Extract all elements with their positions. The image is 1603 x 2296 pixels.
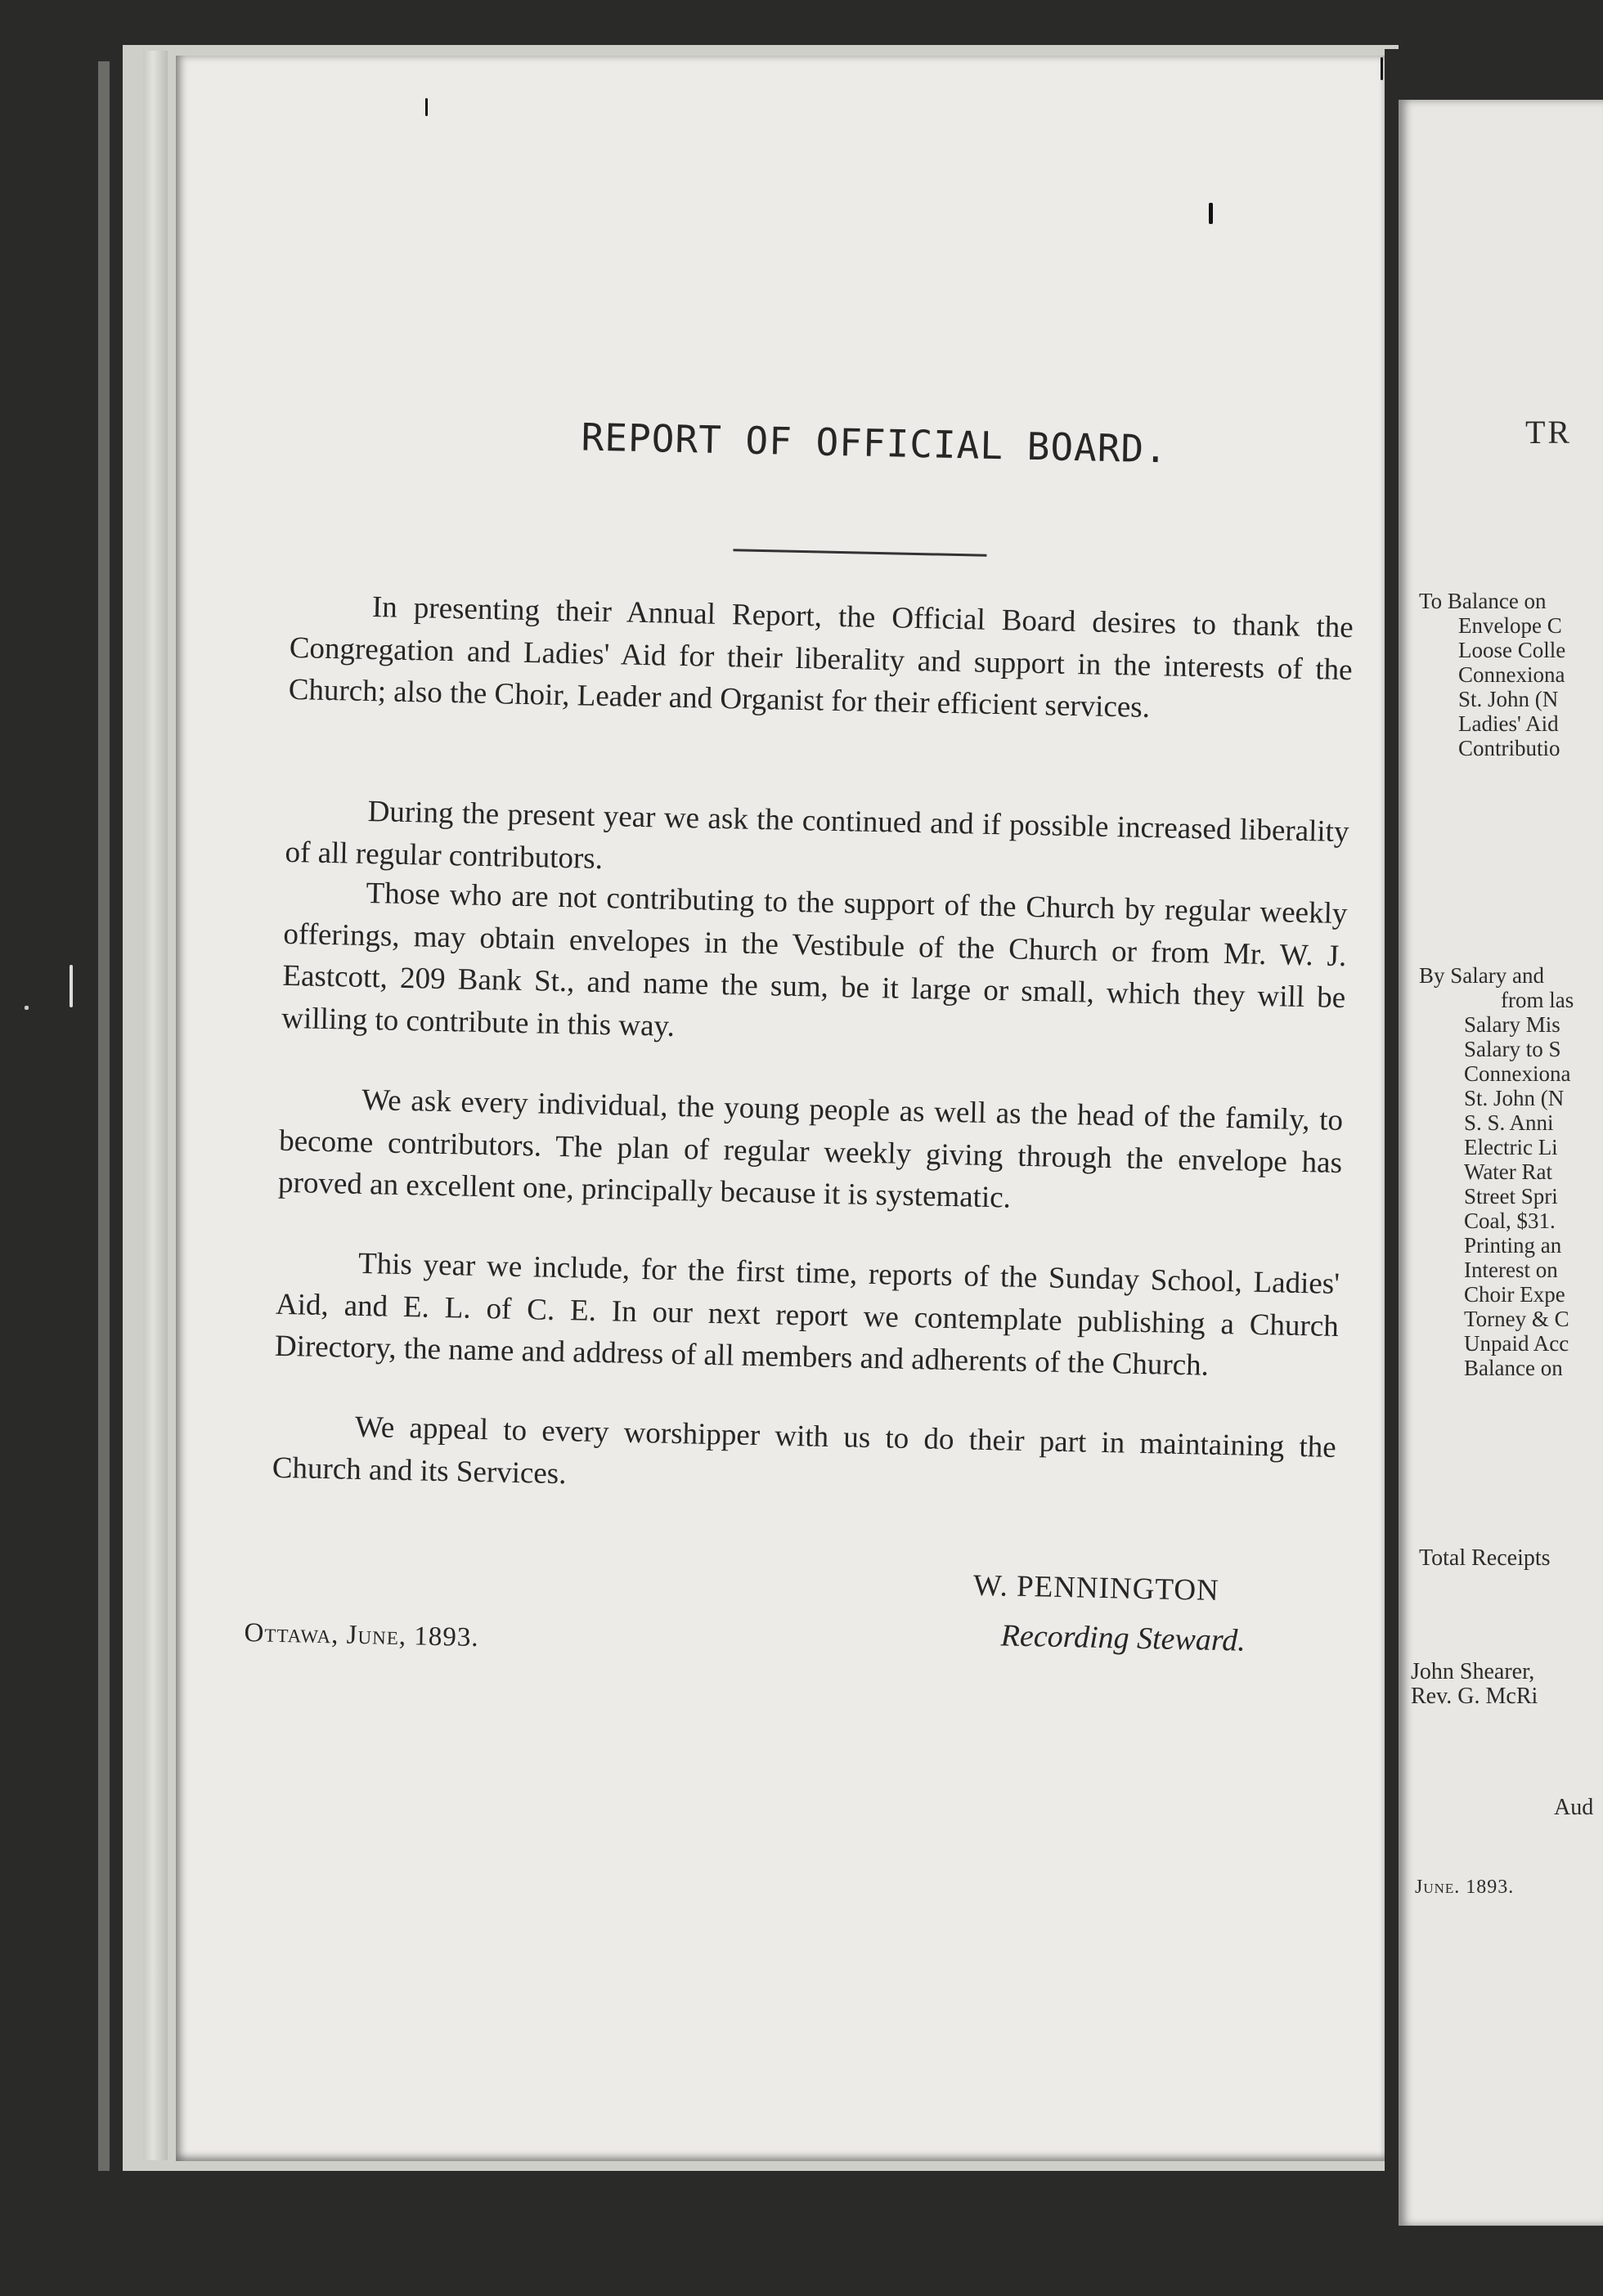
expenditure-line: St. John (N: [1464, 1086, 1565, 1110]
expenditure-line: Salary to S: [1464, 1037, 1561, 1061]
auditor-line: Rev. G. McRi: [1411, 1684, 1538, 1709]
page-title: REPORT OF OFFICIAL BOARD.: [581, 415, 1169, 472]
paragraph-6: We appeal to every worshipper with us to do their part in maintaining the Church and its Services.: [272, 1410, 1337, 1491]
expenditure-line: Interest on: [1464, 1258, 1558, 1282]
expenditure-line: Street Spri: [1464, 1184, 1558, 1209]
signature-title: Recording Steward.: [1000, 1618, 1246, 1658]
receipts-line: Ladies' Aid: [1458, 711, 1559, 736]
expenditure-line: Balance on: [1464, 1356, 1563, 1380]
receipts-line: Contributio: [1458, 736, 1560, 760]
expenditure-list: [1419, 963, 1574, 1380]
receipts-line: Connexiona: [1458, 662, 1565, 687]
paragraph-5: This year we include, for the first time, reports of the Sunday School, Ladies' Aid, and E. L. of C. E. In our next report we contemplate publishing a Church Directory, the name and address of all members and adherents of the Church.: [274, 1246, 1340, 1383]
receipts-list: [1419, 589, 1565, 760]
binding-edge: [98, 61, 110, 2171]
auditor-line: John Shearer,: [1411, 1659, 1535, 1684]
paragraph-1: In presenting their Annual Report, the Official Board desires to thank the Congregation and Ladies' Aid for their liberality and support in the interests of the Church; also the Choir, Leader and Organist for their efficient services.: [288, 590, 1354, 724]
expenditure-line: Unpaid Acc: [1464, 1331, 1569, 1356]
receipts-line: Envelope C: [1458, 613, 1562, 638]
paragraph-4: We ask every individual, the young people as well as the head of the family, to become contributors. The plan of regular weekly giving through the envelope has proved an excellent one, principally because it is systematic.: [277, 1083, 1344, 1215]
expenditure-line: Electric Li: [1464, 1135, 1558, 1159]
page-gutter: [1385, 49, 1399, 2175]
expenditure-line: Connexiona: [1464, 1061, 1571, 1086]
expenditure-line: By Salary and: [1419, 963, 1544, 988]
right-page-heading: TR: [1525, 414, 1573, 451]
auditor-names: [1411, 1660, 1538, 1709]
dust-speck: [425, 98, 428, 116]
expenditure-line: Water Rat: [1464, 1159, 1553, 1184]
dust-speck: [70, 965, 73, 1007]
expenditure-line: S. S. Anni: [1464, 1110, 1554, 1135]
expenditure-line: Printing an: [1464, 1233, 1562, 1258]
paragraph-2: During the present year we ask the continued and if possible increased liberality of all regular contributors.: [285, 794, 1349, 876]
receipts-line: Loose Colle: [1458, 638, 1566, 662]
expenditure-line: Choir Expe: [1464, 1282, 1565, 1307]
dust-speck: [1209, 203, 1213, 224]
paragraph-3: Those who are not contributing to the support of the Church by regular weekly offerings, may obtain envelopes in the Vestibule of the Church or from Mr. W. J. Eastcott, 209 Bank St., and name the sum, be it large or small, which they will be willing to contribute in this way.: [281, 876, 1348, 1043]
receipts-line: To Balance on: [1419, 589, 1547, 613]
page-edge-strip: [143, 51, 168, 2160]
signature-name: W. PENNINGTON: [972, 1568, 1220, 1608]
dust-speck: [25, 1006, 29, 1010]
dateline: Ottawa, June, 1893.: [244, 1618, 479, 1653]
right-page-date: June. 1893.: [1415, 1877, 1515, 1898]
auditors-label: Aud: [1554, 1795, 1594, 1820]
expenditure-line: Torney & C: [1464, 1307, 1569, 1331]
dust-speck: [1381, 57, 1383, 80]
expenditure-line: from las: [1501, 988, 1574, 1012]
expenditure-line: Salary Mis: [1464, 1012, 1560, 1037]
receipts-line: St. John (N: [1458, 687, 1559, 711]
expenditure-line: Coal, $31.: [1464, 1209, 1556, 1233]
total-receipts: Total Receipts: [1419, 1545, 1551, 1571]
